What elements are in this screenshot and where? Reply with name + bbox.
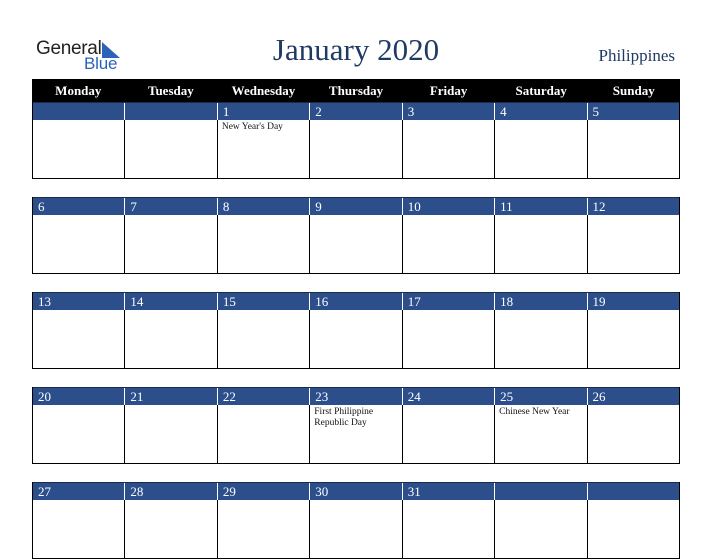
- day-cell: [124, 215, 216, 273]
- date-number: 5: [587, 103, 679, 120]
- date-number: 21: [124, 388, 216, 405]
- day-cells: [33, 405, 679, 463]
- day-cells: [33, 120, 679, 178]
- date-number: 3: [402, 103, 494, 120]
- day-cell: [217, 310, 309, 368]
- date-number: 9: [309, 198, 401, 215]
- weekday-header: [32, 79, 680, 102]
- holiday-cell: Chinese New Year: [494, 405, 586, 463]
- day-cell: [494, 310, 586, 368]
- calendar-grid: [32, 79, 680, 559]
- day-cells: [33, 310, 679, 368]
- logo-text-general: General: [36, 38, 102, 59]
- date-number: 18: [494, 293, 586, 310]
- day-cell: [587, 215, 679, 273]
- date-number: 13: [38, 294, 51, 309]
- date-number: [494, 483, 586, 500]
- date-number: 22: [217, 388, 309, 405]
- week-row: [32, 102, 680, 179]
- day-cell: [494, 500, 586, 558]
- week-row: [32, 292, 680, 369]
- date-number: 27: [38, 484, 51, 499]
- day-cell: [33, 405, 124, 463]
- day-cell: [587, 405, 679, 463]
- date-number: 30: [309, 483, 401, 500]
- date-number: 20: [38, 389, 51, 404]
- date-number: 2: [309, 103, 401, 120]
- date-number: [587, 483, 679, 500]
- day-cell: [33, 500, 124, 558]
- date-number: 1: [217, 103, 309, 120]
- date-number: 31: [402, 483, 494, 500]
- day-cell: [587, 500, 679, 558]
- calendar-title: January 2020: [272, 32, 440, 67]
- day-cell: [217, 500, 309, 558]
- date-number: 6: [38, 199, 45, 214]
- date-number: 14: [124, 293, 216, 310]
- day-cell: [124, 500, 216, 558]
- week-row: [32, 387, 680, 464]
- week-row: [32, 197, 680, 274]
- day-cell: [217, 405, 309, 463]
- weekday-label: Friday: [429, 83, 468, 98]
- date-number: [33, 103, 124, 120]
- day-cell: [33, 310, 124, 368]
- weekday-label: Sunday: [612, 83, 655, 98]
- date-number: 26: [587, 388, 679, 405]
- date-number: 8: [217, 198, 309, 215]
- date-number-bar: [33, 292, 679, 310]
- date-number: 25: [494, 388, 586, 405]
- weekday-label: Thursday: [328, 83, 384, 98]
- date-number: 23: [309, 388, 401, 405]
- date-number: 11: [494, 198, 586, 215]
- day-cell: [309, 120, 401, 178]
- weekday-label: Monday: [55, 83, 102, 98]
- date-number: 16: [309, 293, 401, 310]
- date-number: 12: [587, 198, 679, 215]
- day-cell: [402, 215, 494, 273]
- day-cell: [309, 310, 401, 368]
- date-number: 29: [217, 483, 309, 500]
- day-cell: [402, 405, 494, 463]
- logo-text-blue: Blue: [84, 54, 118, 73]
- date-number: 17: [402, 293, 494, 310]
- holiday-cell: First Philippine Republic Day: [309, 405, 401, 463]
- day-cell: [309, 215, 401, 273]
- weekday-label: Wednesday: [231, 83, 296, 98]
- day-cell: [309, 500, 401, 558]
- week-row: [32, 482, 680, 559]
- date-number-bar: [33, 197, 679, 215]
- date-number-bar: [33, 102, 679, 120]
- date-number: 15: [217, 293, 309, 310]
- day-cell: [33, 120, 124, 178]
- weekday-label: Saturday: [515, 83, 567, 98]
- date-number-bar: [33, 387, 679, 405]
- day-cell: [124, 120, 216, 178]
- day-cell: [402, 310, 494, 368]
- day-cell: [124, 310, 216, 368]
- day-cell: [124, 405, 216, 463]
- weekday-label: Tuesday: [147, 83, 194, 98]
- day-cell: [587, 120, 679, 178]
- day-cell: [494, 215, 586, 273]
- date-number: 19: [587, 293, 679, 310]
- date-number: 10: [402, 198, 494, 215]
- day-cell: [217, 215, 309, 273]
- date-number: 28: [124, 483, 216, 500]
- date-number: 24: [402, 388, 494, 405]
- day-cells: [33, 215, 679, 273]
- holiday-cell: New Year's Day: [217, 120, 309, 178]
- day-cell: [33, 215, 124, 273]
- country-label: Philippines: [598, 46, 675, 65]
- date-number: 7: [124, 198, 216, 215]
- date-number: [124, 103, 216, 120]
- day-cell: [402, 500, 494, 558]
- day-cell: [587, 310, 679, 368]
- day-cell: [494, 120, 586, 178]
- date-number: 4: [494, 103, 586, 120]
- day-cell: [402, 120, 494, 178]
- date-number-bar: [33, 482, 679, 500]
- day-cells: [33, 500, 679, 558]
